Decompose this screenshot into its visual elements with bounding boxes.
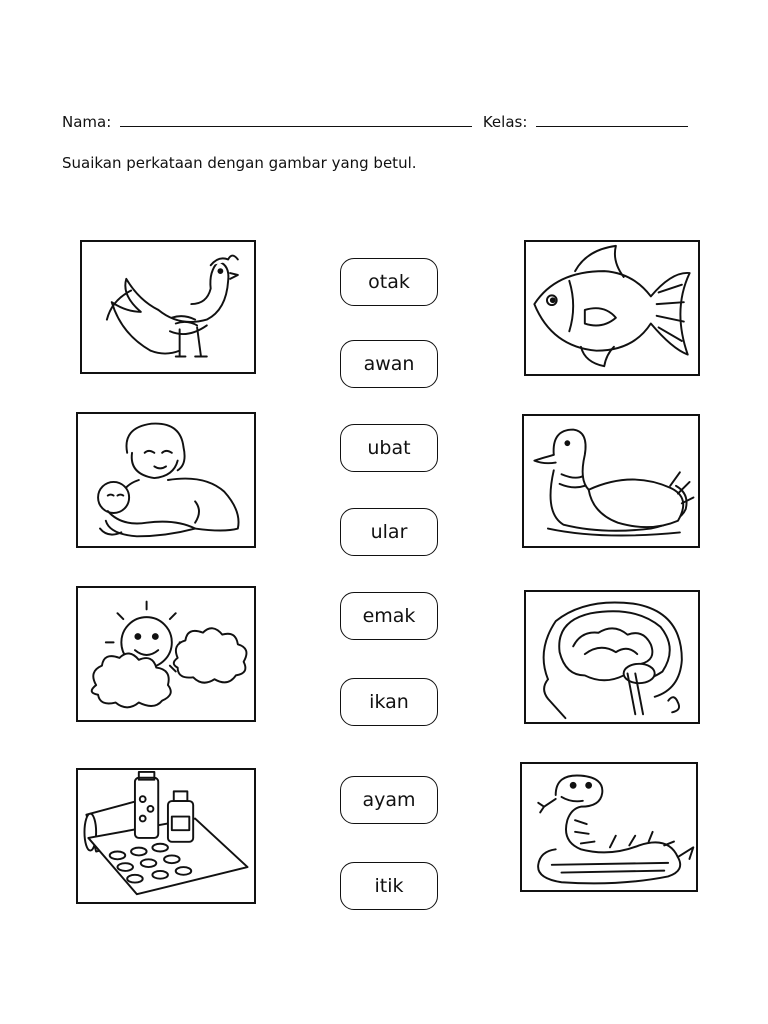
word-card-ikan[interactable]: ikan <box>340 678 438 726</box>
snake-picture[interactable] <box>520 762 698 892</box>
name-field[interactable] <box>120 112 472 127</box>
class-label: Kelas: <box>482 113 528 131</box>
rooster-picture[interactable] <box>80 240 256 374</box>
fish-picture[interactable] <box>524 240 700 376</box>
name-label: Nama: <box>62 113 112 131</box>
word-card-ular[interactable]: ular <box>340 508 438 556</box>
instruction-text: Suaikan perkataan dengan gambar yang betul. <box>62 154 417 172</box>
mother-baby-picture[interactable] <box>76 412 256 548</box>
word-card-emak[interactable]: emak <box>340 592 438 640</box>
brain-picture[interactable] <box>524 590 700 724</box>
word-card-otak[interactable]: otak <box>340 258 438 306</box>
worksheet-header <box>62 112 688 131</box>
duck-picture[interactable] <box>522 414 700 548</box>
class-field[interactable] <box>536 112 688 127</box>
word-card-itik[interactable]: itik <box>340 862 438 910</box>
word-card-ubat[interactable]: ubat <box>340 424 438 472</box>
medicine-picture[interactable] <box>76 768 256 904</box>
word-card-ayam[interactable]: ayam <box>340 776 438 824</box>
sun-clouds-picture[interactable] <box>76 586 256 722</box>
word-card-awan[interactable]: awan <box>340 340 438 388</box>
